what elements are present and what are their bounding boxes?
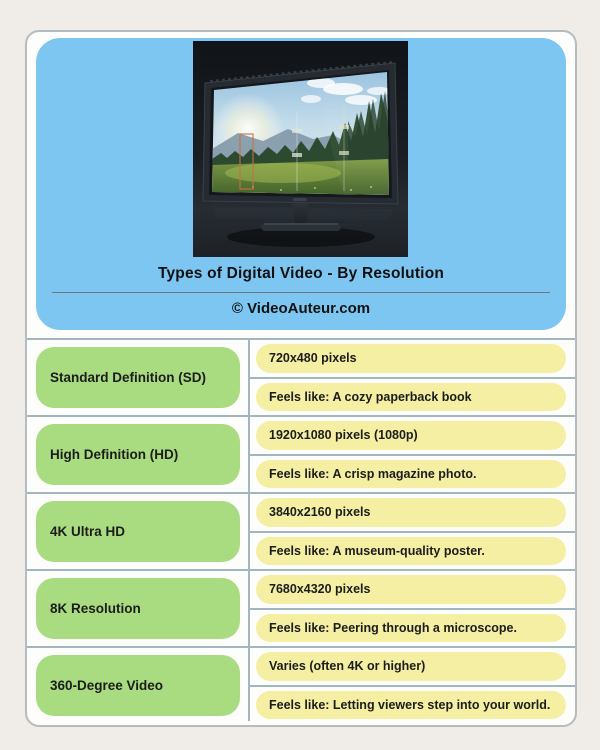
table-row: [27, 569, 575, 646]
feel-sub-cell: [250, 685, 575, 724]
resolution-sub-cell: [250, 494, 575, 531]
row-detail-cell: [250, 571, 575, 646]
resolution-table: [27, 338, 575, 725]
resolution-value: 1920x1080 pixels (1080p): [256, 421, 566, 450]
row-label: Standard Definition (SD): [36, 347, 240, 408]
row-label: 4K Ultra HD: [36, 501, 240, 562]
row-label-cell: [27, 571, 250, 646]
resolution-value: 3840x2160 pixels: [256, 498, 566, 527]
table-row: [27, 492, 575, 569]
feel-value: Feels like: Letting viewers step into your world.: [256, 691, 566, 720]
resolution-sub-cell: [250, 417, 575, 454]
row-label-cell: [27, 340, 250, 415]
resolution-value: 720x480 pixels: [256, 344, 566, 373]
table-row: [27, 415, 575, 492]
monitor-photo: [193, 41, 408, 257]
table-row: [27, 338, 575, 415]
table-row: [27, 646, 575, 723]
monitor-illustration: [193, 41, 408, 257]
resolution-value: 7680x4320 pixels: [256, 575, 566, 604]
row-label: 360-Degree Video: [36, 655, 240, 716]
resolution-value: Varies (often 4K or higher): [256, 652, 566, 681]
feel-value: Feels like: A crisp magazine photo.: [256, 460, 566, 489]
feel-sub-cell: [250, 377, 575, 416]
row-detail-cell: [250, 417, 575, 492]
resolution-sub-cell: [250, 571, 575, 608]
row-detail-cell: [250, 494, 575, 569]
row-label: High Definition (HD): [36, 424, 240, 485]
row-label-cell: [27, 494, 250, 569]
feel-value: Feels like: A cozy paperback book: [256, 383, 566, 412]
title-divider: [52, 292, 550, 293]
feel-sub-cell: [250, 531, 575, 570]
page-title: Types of Digital Video - By Resolution: [157, 265, 445, 282]
row-detail-cell: [250, 340, 575, 415]
copyright-text: © VideoAuteur.com: [231, 300, 371, 317]
feel-value: Feels like: A museum-quality poster.: [256, 537, 566, 566]
row-detail-cell: [250, 648, 575, 723]
feel-sub-cell: [250, 608, 575, 647]
row-label-cell: [27, 648, 250, 723]
feel-sub-cell: [250, 454, 575, 493]
feel-value: Feels like: Peering through a microscope.: [256, 614, 566, 643]
row-label-cell: [27, 417, 250, 492]
resolution-sub-cell: [250, 648, 575, 685]
infographic-card: [25, 30, 577, 727]
header-panel: [36, 38, 566, 330]
resolution-sub-cell: [250, 340, 575, 377]
row-label: 8K Resolution: [36, 578, 240, 639]
